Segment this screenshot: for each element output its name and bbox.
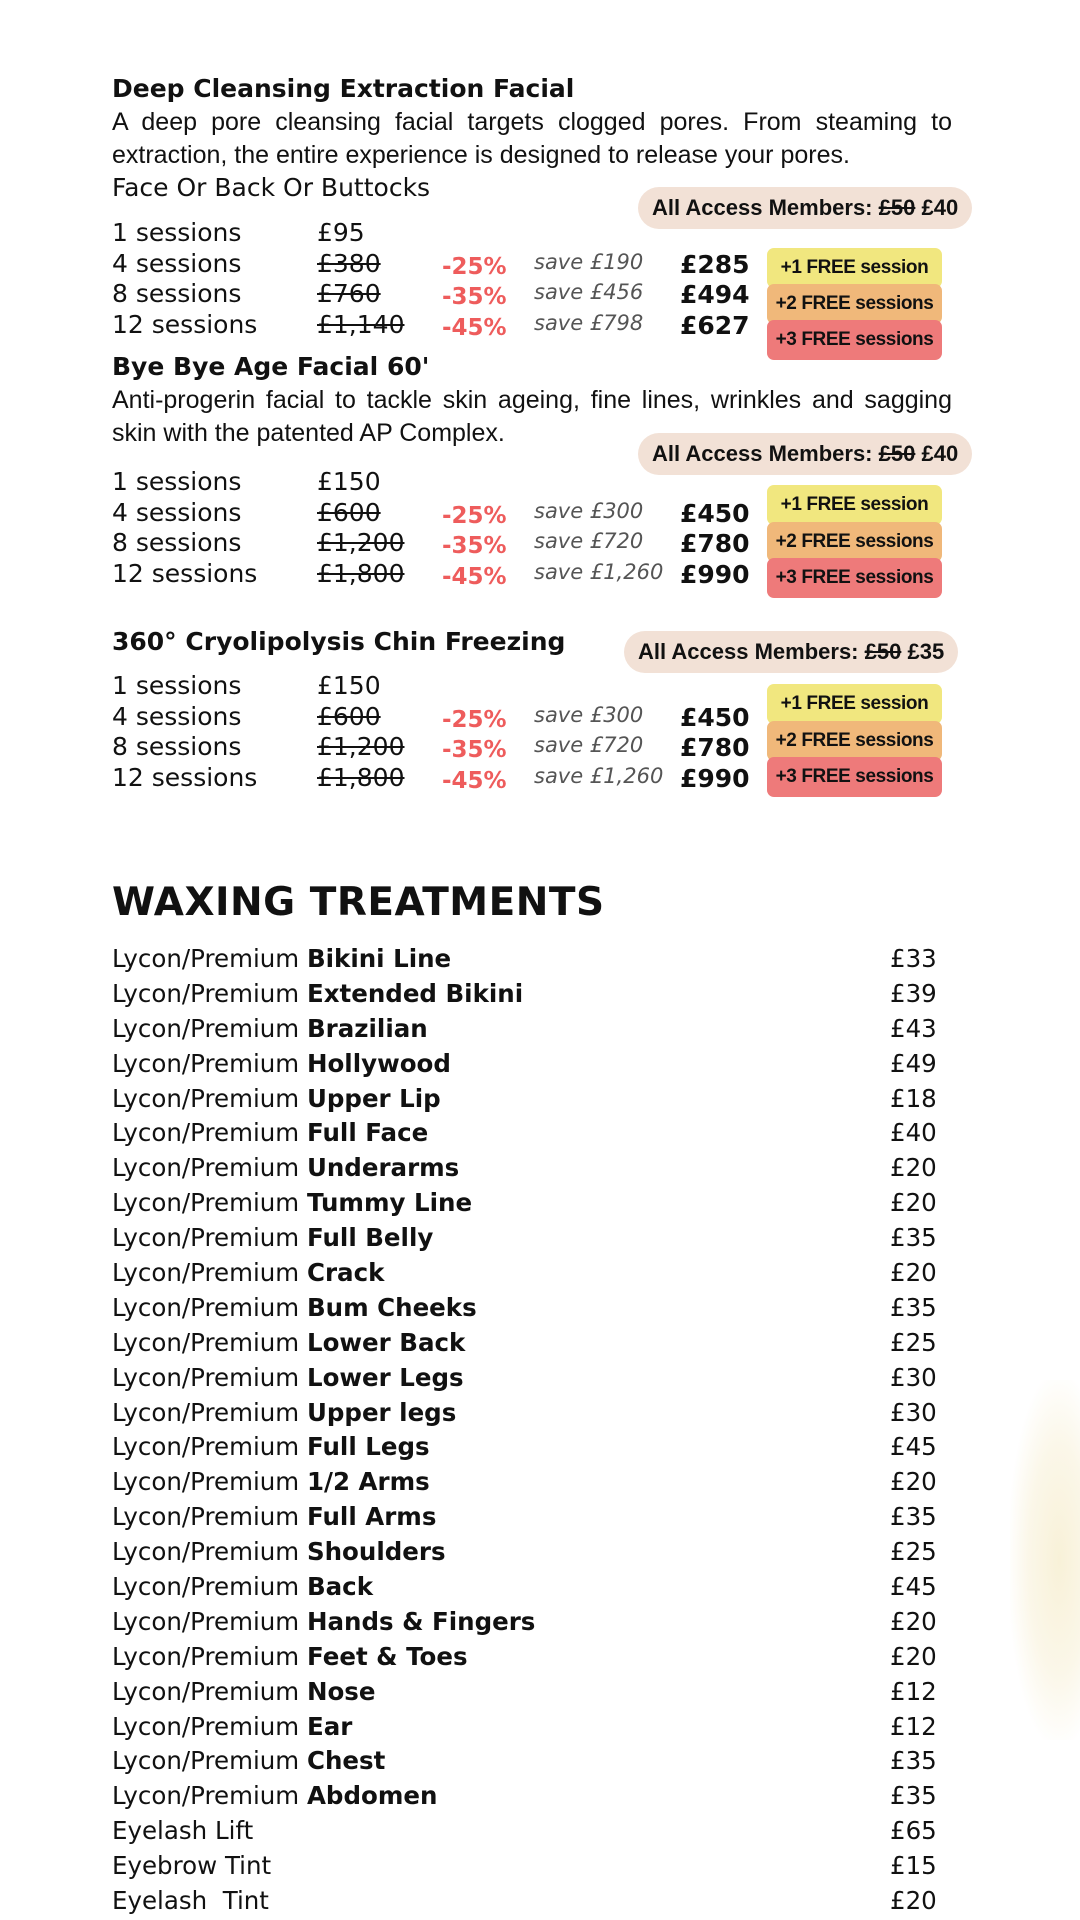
session-original-price: £150 xyxy=(317,671,381,700)
waxing-item-area: Bum Cheeks xyxy=(306,1292,477,1322)
waxing-item-price: £35 xyxy=(890,1292,937,1322)
waxing-item-price: £25 xyxy=(890,1327,937,1357)
waxing-item-area: Hollywood xyxy=(306,1048,451,1078)
waxing-item-name xyxy=(112,1500,436,1534)
session-saving: save £720 xyxy=(534,733,644,757)
waxing-item-price: £45 xyxy=(890,1432,937,1462)
waxing-item-prefix: Lycon/Premium xyxy=(112,1641,300,1671)
waxing-item xyxy=(112,1779,942,1814)
waxing-item-price: £35 xyxy=(890,1781,937,1811)
members-now-price: £40 xyxy=(921,195,959,220)
session-saving: save £1,260 xyxy=(534,559,664,584)
free-session-badge: +1 FREE session xyxy=(767,485,942,525)
session-original-price: £1,140 xyxy=(317,309,405,339)
waxing-item-name xyxy=(112,1291,477,1325)
waxing-item-price: £12 xyxy=(890,1711,937,1741)
waxing-item-name xyxy=(112,1396,456,1430)
session-label: 8 sessions xyxy=(112,528,242,557)
waxing-item-name xyxy=(112,1710,352,1744)
waxing-item-name xyxy=(112,1640,468,1674)
waxing-item-name xyxy=(112,1849,271,1883)
session-original-price: £600 xyxy=(317,701,381,731)
members-label: All Access Members: xyxy=(652,195,873,220)
session-discount: -45% xyxy=(442,314,507,341)
waxing-item-name xyxy=(112,1361,464,1395)
session-label: 8 sessions xyxy=(112,732,242,761)
waxing-item-prefix: Lycon/Premium xyxy=(112,1118,300,1148)
waxing-item-area: Eyelash Tint xyxy=(112,1886,269,1916)
waxing-item-area: Full Legs xyxy=(306,1432,430,1462)
waxing-item xyxy=(112,1500,942,1535)
waxing-item xyxy=(112,1884,942,1919)
waxing-item-area: Back xyxy=(306,1572,373,1602)
waxing-item xyxy=(112,1710,942,1745)
waxing-item-name xyxy=(112,977,523,1011)
free-sessions-badge: +2 FREE sessions xyxy=(767,284,942,324)
waxing-item-price: £35 xyxy=(890,1746,937,1776)
session-label: 1 sessions xyxy=(112,218,242,247)
waxing-item-name xyxy=(112,1779,437,1813)
session-label: 1 sessions xyxy=(112,467,242,496)
treatment-deep-cleansing xyxy=(112,72,959,350)
session-original-price: £95 xyxy=(317,218,365,247)
session-label: 12 sessions xyxy=(112,762,258,792)
treatment-description: A deep pore cleansing facial targets clogged pores. From steaming to extraction, the entire experience is designed to release your pores. xyxy=(112,108,952,169)
waxing-item xyxy=(112,1291,942,1326)
waxing-item xyxy=(112,1012,942,1047)
members-now-price: £35 xyxy=(907,639,945,664)
session-price: £990 xyxy=(680,559,750,589)
waxing-item-name xyxy=(112,1884,269,1918)
waxing-item xyxy=(112,1221,942,1256)
session-original-price: £760 xyxy=(317,279,381,308)
waxing-item-area: Underarms xyxy=(306,1153,460,1183)
free-sessions-badge: +3 FREE sessions xyxy=(767,558,942,598)
session-price: £780 xyxy=(680,529,750,558)
session-original-price: £1,800 xyxy=(317,762,405,792)
waxing-item-prefix: Lycon/Premium xyxy=(112,1502,300,1532)
waxing-item-name xyxy=(112,1221,433,1255)
treatment-cryolipolysis-chin xyxy=(112,625,952,794)
waxing-item-prefix: Lycon/Premium xyxy=(112,1746,300,1776)
waxing-item-price: £30 xyxy=(890,1397,937,1427)
waxing-section-title: WAXING TREATMENTS xyxy=(112,880,605,925)
waxing-item-name xyxy=(112,1570,373,1604)
session-label: 1 sessions xyxy=(112,671,242,700)
session-price: £627 xyxy=(680,310,750,340)
waxing-item xyxy=(112,1814,942,1849)
treatment-bye-bye-age xyxy=(112,350,959,590)
session-row xyxy=(112,218,952,249)
treatment-description: Anti-progerin facial to tackle skin ageing, fine lines, wrinkles and sagging skin with the patented AP Complex. xyxy=(112,386,952,447)
paper-stain xyxy=(1010,1380,1080,1740)
waxing-item-prefix: Lycon/Premium xyxy=(112,1258,300,1288)
waxing-item-prefix: Lycon/Premium xyxy=(112,978,300,1008)
waxing-item xyxy=(112,1151,942,1186)
waxing-item-area: Extended Bikini xyxy=(306,978,524,1008)
members-was-price: £50 xyxy=(864,639,902,664)
session-original-price: £1,200 xyxy=(317,528,405,557)
session-original-price: £150 xyxy=(317,467,381,496)
session-label: 4 sessions xyxy=(112,248,242,278)
waxing-item-prefix: Lycon/Premium xyxy=(112,1292,300,1322)
session-price: £285 xyxy=(680,249,750,279)
session-saving: save £798 xyxy=(534,310,644,335)
waxing-item-price: £18 xyxy=(890,1083,937,1113)
waxing-item-area: Shoulders xyxy=(306,1537,446,1567)
waxing-item-prefix: Lycon/Premium xyxy=(112,1781,300,1811)
waxing-item xyxy=(112,1186,942,1221)
treatment-title: Bye Bye Age Facial 60' xyxy=(112,352,430,381)
session-label: 12 sessions xyxy=(112,558,258,588)
waxing-item-name xyxy=(112,1430,430,1464)
waxing-item-price: £25 xyxy=(890,1537,937,1567)
waxing-item-name xyxy=(112,1047,451,1081)
waxing-item-area: Eyelash Lift xyxy=(112,1816,254,1846)
waxing-item-price: £20 xyxy=(890,1258,937,1288)
waxing-item xyxy=(112,1849,942,1884)
session-price: £990 xyxy=(680,763,750,793)
treatment-title: 360° Cryolipolysis Chin Freezing xyxy=(112,627,566,656)
waxing-price-list xyxy=(112,942,942,1919)
waxing-item-price: £40 xyxy=(890,1118,937,1148)
waxing-item-price: £20 xyxy=(890,1467,937,1497)
waxing-item-name xyxy=(112,1082,441,1116)
waxing-item xyxy=(112,1640,942,1675)
waxing-item-prefix: Lycon/Premium xyxy=(112,1537,300,1567)
session-original-price: £600 xyxy=(317,497,381,527)
waxing-item-price: £30 xyxy=(890,1362,937,1392)
waxing-item-prefix: Lycon/Premium xyxy=(112,1572,300,1602)
waxing-item-area: Lower Legs xyxy=(306,1362,464,1392)
waxing-item-name xyxy=(112,1814,253,1848)
waxing-item-area: Chest xyxy=(306,1746,386,1776)
session-discount: -45% xyxy=(442,767,507,794)
waxing-item-prefix: Lycon/Premium xyxy=(112,944,300,973)
waxing-item xyxy=(112,1605,942,1640)
session-saving: save £1,260 xyxy=(534,763,664,788)
treatment-area: Face Or Back Or Buttocks xyxy=(112,173,431,202)
free-session-badge: +1 FREE session xyxy=(767,248,942,288)
session-price: £450 xyxy=(680,702,750,732)
waxing-item xyxy=(112,1744,942,1779)
session-discount: -45% xyxy=(442,563,507,590)
waxing-item-price: £39 xyxy=(890,978,937,1008)
waxing-item-area: 1/2 Arms xyxy=(306,1467,430,1497)
treatment-title: Deep Cleansing Extraction Facial xyxy=(112,74,575,103)
waxing-item-name xyxy=(112,1116,428,1150)
session-price: £450 xyxy=(680,498,750,528)
waxing-item-price: £43 xyxy=(890,1013,937,1043)
free-sessions-badge: +2 FREE sessions xyxy=(767,721,942,761)
waxing-item-prefix: Lycon/Premium xyxy=(112,1153,300,1183)
waxing-item-name xyxy=(112,942,451,976)
waxing-item-prefix: Lycon/Premium xyxy=(112,1606,300,1636)
session-label: 12 sessions xyxy=(112,309,258,339)
waxing-item-name xyxy=(112,1605,535,1639)
session-saving: save £300 xyxy=(534,498,644,523)
waxing-item-area: Hands & Fingers xyxy=(306,1606,536,1636)
waxing-item xyxy=(112,1570,942,1605)
waxing-item-name xyxy=(112,1186,472,1220)
waxing-item-price: £49 xyxy=(890,1048,937,1078)
waxing-item-area: Full Face xyxy=(306,1118,429,1148)
session-discount: -35% xyxy=(442,284,507,310)
free-sessions-badge: +3 FREE sessions xyxy=(767,320,942,360)
waxing-item-price: £15 xyxy=(890,1851,937,1881)
waxing-item xyxy=(112,1256,942,1291)
session-price: £494 xyxy=(680,280,750,309)
session-original-price: £1,800 xyxy=(317,558,405,588)
waxing-item-area: Upper legs xyxy=(306,1397,457,1427)
waxing-item-area: Full Arms xyxy=(306,1502,437,1532)
waxing-item-price: £20 xyxy=(890,1641,937,1671)
waxing-item-area: Eyebrow Tint xyxy=(112,1851,272,1881)
waxing-item-prefix: Lycon/Premium xyxy=(112,1327,300,1357)
waxing-item-area: Bikini Line xyxy=(306,944,452,973)
session-discount: -25% xyxy=(442,502,507,529)
waxing-item-price: £20 xyxy=(890,1188,937,1218)
members-price-pill xyxy=(624,631,958,673)
waxing-item-prefix: Lycon/Premium xyxy=(112,1676,300,1706)
members-was-price: £50 xyxy=(878,441,916,466)
waxing-item-price: £20 xyxy=(890,1153,937,1183)
waxing-item xyxy=(112,1116,942,1151)
waxing-item-prefix: Lycon/Premium xyxy=(112,1362,300,1392)
session-discount: -25% xyxy=(442,706,507,733)
session-saving: save £720 xyxy=(534,529,644,553)
members-label: All Access Members: xyxy=(652,441,873,466)
waxing-item-name xyxy=(112,1465,430,1499)
waxing-item-name xyxy=(112,1012,428,1046)
session-label: 8 sessions xyxy=(112,279,242,308)
waxing-item-prefix: Lycon/Premium xyxy=(112,1013,300,1043)
session-saving: save £456 xyxy=(534,280,644,304)
waxing-item xyxy=(112,1361,942,1396)
waxing-item-area: Ear xyxy=(306,1711,353,1741)
waxing-item-price: £35 xyxy=(890,1502,937,1532)
waxing-item-prefix: Lycon/Premium xyxy=(112,1188,300,1218)
members-was-price: £50 xyxy=(878,195,916,220)
waxing-item-name xyxy=(112,1326,465,1360)
waxing-item-prefix: Lycon/Premium xyxy=(112,1711,300,1741)
waxing-item-prefix: Lycon/Premium xyxy=(112,1432,300,1462)
waxing-item-prefix: Lycon/Premium xyxy=(112,1223,300,1253)
waxing-item-name xyxy=(112,1535,446,1569)
waxing-item-name xyxy=(112,1151,459,1185)
waxing-item xyxy=(112,977,942,1012)
free-session-badge: +1 FREE session xyxy=(767,684,942,724)
waxing-item-name xyxy=(112,1256,384,1290)
waxing-item-price: £45 xyxy=(890,1572,937,1602)
waxing-item xyxy=(112,942,942,977)
free-sessions-badge: +3 FREE sessions xyxy=(767,757,942,797)
waxing-item-area: Nose xyxy=(306,1676,376,1706)
session-discount: -25% xyxy=(442,253,507,280)
session-label: 4 sessions xyxy=(112,701,242,731)
session-saving: save £300 xyxy=(534,702,644,727)
session-price: £780 xyxy=(680,733,750,762)
waxing-item-price: £20 xyxy=(890,1886,937,1916)
waxing-item-prefix: Lycon/Premium xyxy=(112,1467,300,1497)
waxing-item-name xyxy=(112,1675,376,1709)
waxing-item-price: £12 xyxy=(890,1676,937,1706)
waxing-item xyxy=(112,1082,942,1117)
waxing-item-area: Upper Lip xyxy=(306,1083,441,1113)
session-original-price: £1,200 xyxy=(317,732,405,761)
session-discount: -35% xyxy=(442,533,507,559)
waxing-item xyxy=(112,1326,942,1361)
waxing-item-area: Full Belly xyxy=(306,1223,434,1253)
session-label: 4 sessions xyxy=(112,497,242,527)
waxing-item-area: Lower Back xyxy=(306,1327,466,1357)
session-original-price: £380 xyxy=(317,248,381,278)
members-now-price: £40 xyxy=(921,441,959,466)
members-label: All Access Members: xyxy=(638,639,859,664)
waxing-item-name xyxy=(112,1744,385,1778)
waxing-item-prefix: Lycon/Premium xyxy=(112,1083,300,1113)
waxing-item xyxy=(112,1675,942,1710)
session-saving: save £190 xyxy=(534,249,644,274)
waxing-item-area: Tummy Line xyxy=(306,1188,473,1218)
waxing-item xyxy=(112,1465,942,1500)
free-sessions-badge: +2 FREE sessions xyxy=(767,522,942,562)
session-discount: -35% xyxy=(442,737,507,763)
waxing-item xyxy=(112,1047,942,1082)
waxing-item-area: Crack xyxy=(306,1258,385,1288)
waxing-item-price: £65 xyxy=(890,1816,937,1846)
waxing-item-area: Feet & Toes xyxy=(306,1641,468,1671)
waxing-item-prefix: Lycon/Premium xyxy=(112,1397,300,1427)
waxing-item xyxy=(112,1396,942,1431)
waxing-item-area: Abdomen xyxy=(306,1781,438,1811)
waxing-item xyxy=(112,1535,942,1570)
waxing-item-price: £20 xyxy=(890,1606,937,1636)
waxing-item-price: £33 xyxy=(890,944,937,973)
waxing-item-prefix: Lycon/Premium xyxy=(112,1048,300,1078)
waxing-item-price: £35 xyxy=(890,1223,937,1253)
waxing-item-area: Brazilian xyxy=(306,1013,428,1043)
waxing-item xyxy=(112,1430,942,1465)
